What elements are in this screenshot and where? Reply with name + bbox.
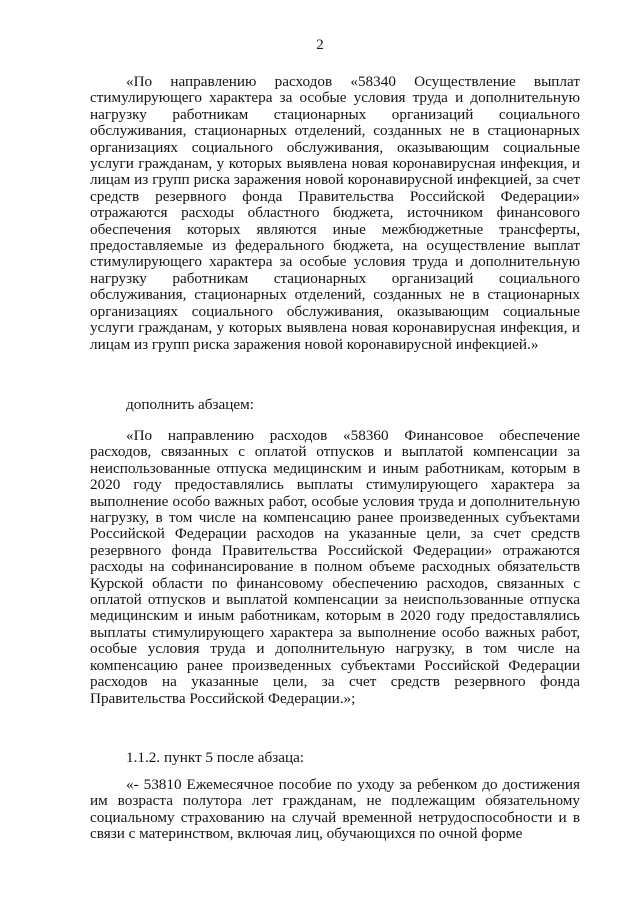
page-number: 2: [316, 37, 324, 53]
paragraph-add-abzac: дополнить абзацем:: [126, 396, 254, 413]
paragraph-58360: «По направлению расходов «58360 Финансовое обеспечение расходов, связанных с оплатой отпусков и выплатой компенсации за неиспользованные отпуска медицинским и иным работникам, которым в 2020 году предоставлялись выплаты стимулирующего характера за выполнение особо важных работ, особые условия труда и дополнительную нагрузку, в том числе на компенсацию ранее произведенных субъектами Российской Федерации расходов на указанные цели, за счет средств резервного фонда Правительства Российской Федерации» отражаются расходы на софинансирование в полном объеме расходных обязательств Курской области по финансовому обеспечению расходов, связанных с оплатой отпусков и выплатой компенсации за неиспользованные отпуска медицинским и иным работникам, которым в 2020 году предоставлялись выплаты стимулирующего характера за выполнение особо важных работ, особые условия труда и дополнительную нагрузку, в том числе на компенсацию ранее произведенных субъектами Российской Федерации расходов на указанные цели, за счет средств резервного фонда Правительства Российской Федерации.»;: [90, 427, 580, 707]
paragraph-58340: «По направлению расходов «58340 Осуществление выплат стимулирующего характера за особые условия труда и дополнительную нагрузку работникам стационарных организаций социального обслуживания, стационарных отделений, созданных не в стационарных организациях социального обслуживания, оказывающим социальные услуги гражданам, у которых выявлена новая коронавирусная инфекция, и лицам из групп риска заражения новой коронавирусной инфекцией, за счет средств резервного фонда Правительства Российской Федерации» отражаются расходы областного бюджета, источником финансового обеспечения которых являются иные межбюджетные трансферты, предоставляемые из федерального бюджета, на осуществление выплат стимулирующего характера за особые условия труда и дополнительную нагрузку работникам стационарных организаций социального обслуживания, стационарных отделений, созданных не в стационарных организациях социального обслуживания, оказывающим социальные услуги гражданам, у которых выявлена новая коронавирусная инфекция, и лицам из групп риска заражения новой коронавирусной инфекцией.»: [90, 73, 580, 353]
paragraph-1-1-2: 1.1.2. пункт 5 после абзаца:: [126, 749, 305, 766]
paragraph-53810: «- 53810 Ежемесячное пособие по уходу за ребенком до достижения им возраста полутора лет гражданам, не подлежащим обязательному социальному страхованию на случай временной нетрудоспособности и в связи с материнством, включая лиц, обучающихся по очной форме: [90, 776, 580, 843]
